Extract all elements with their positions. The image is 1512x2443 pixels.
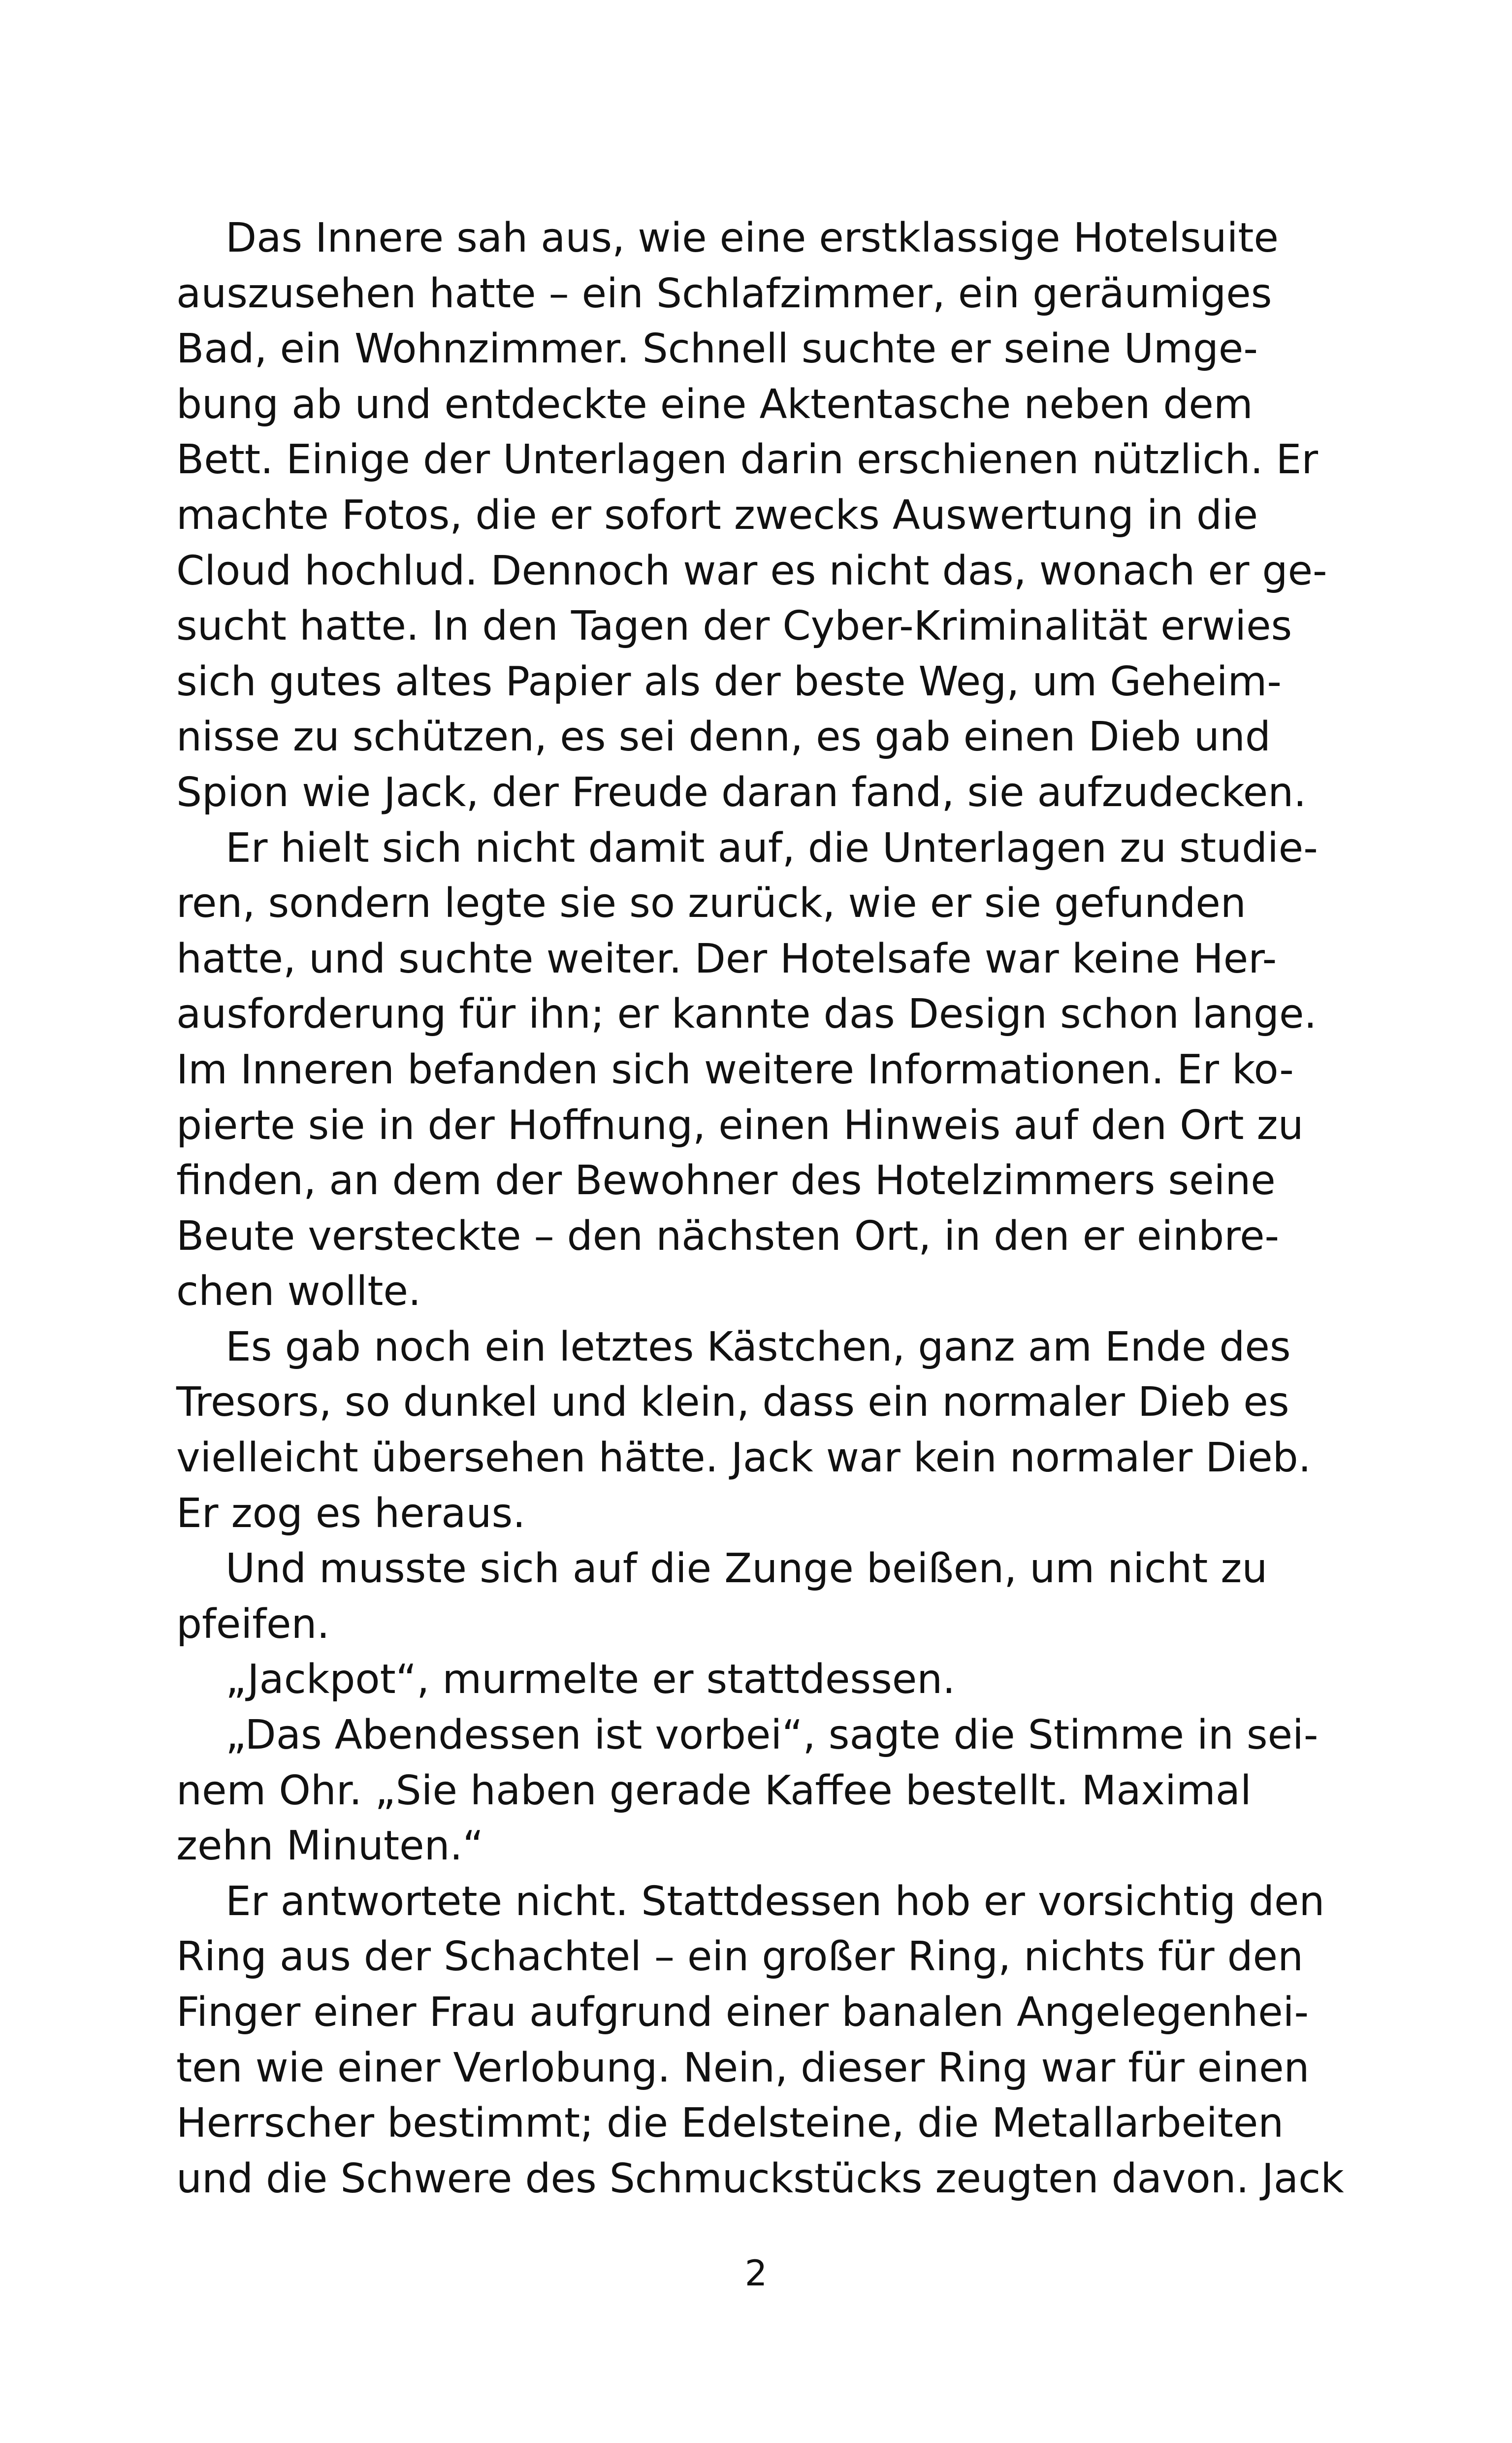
text-line: ren, sondern legte sie so zurück, wie er sie gefunden [176,880,1246,927]
text-line: Im Inneren befanden sich weitere Informationen. Er ko- [176,1046,1294,1093]
text-line: pfeifen. [176,1600,330,1648]
text-line: machte Fotos, die er sofort zwecks Auswertung in die [176,491,1258,539]
text-line: bung ab und entdeckte eine Aktentasche neben dem [176,381,1253,428]
text-line: vielleicht übersehen hätte. Jack war kein normaler Dieb. [176,1434,1311,1482]
body-text [176,211,1344,2207]
text-line: Ring aus der Schachtel – ein großer Ring, nichts für den [176,1933,1304,1981]
text-line: sich gutes altes Papier als der beste Weg, um Geheim- [176,658,1282,705]
text-line: Bett. Einige der Unterlagen darin erschienen nützlich. Er [176,436,1319,484]
text-line: nisse zu schützen, es sei denn, es gab einen Dieb und [176,714,1271,761]
page-number: 2 [744,2252,768,2294]
text-line: Cloud hochlud. Dennoch war es nicht das, wonach er ge- [176,547,1327,594]
text-line: Und musste sich auf die Zunge beißen, um nicht zu [225,1545,1268,1593]
text-line: Es gab noch ein letztes Kästchen, ganz am Ende des [225,1323,1291,1370]
text-line: nem Ohr. „Sie haben gerade Kaffee bestellt. Maximal [176,1767,1252,1814]
text-line: Das Innere sah aus, wie eine erstklassige Hotelsuite [225,215,1279,261]
text-line: ten wie einer Verlobung. Nein, dieser Ring war für einen [176,2044,1310,2091]
text-line: auszusehen hatte – ein Schlafzimmer, ein geräumiges [176,270,1272,317]
text-line: Herrscher bestimmt; die Edelsteine, die Metallarbeiten [176,2100,1284,2147]
text-line: zehn Minuten.“ [176,1823,484,1870]
text-line: Tresors, so dunkel und klein, dass ein normaler Dieb es [176,1379,1289,1426]
text-line: pierte sie in der Hoffnung, einen Hinweis auf den Ort zu [176,1102,1304,1149]
text-line: Finger einer Frau aufgrund einer banalen Angelegenhei- [176,1989,1309,2036]
text-line: „Das Abendessen ist vorbei“, sagte die Stimme in sei- [225,1712,1319,1759]
text-line: „Jackpot“, murmelte er stattdessen. [225,1656,956,1703]
text-line: und die Schwere des Schmuckstücks zeugten davon. Jack [176,2155,1344,2202]
text-line: chen wollte. [176,1268,421,1315]
text-line: Er zog es heraus. [176,1490,526,1537]
text-line: Spion wie Jack, der Freude daran fand, sie aufzudecken. [176,769,1307,816]
text-line: hatte, und suchte weiter. Der Hotelsafe war keine Her- [176,935,1277,982]
text-line: Bad, ein Wohnzimmer. Schnell suchte er seine Umge- [176,326,1258,373]
text-line: finden, an dem der Bewohner des Hotelzimmers seine [176,1157,1276,1205]
text-line: sucht hatte. In den Tagen der Cyber-Kriminalität erwies [176,603,1292,650]
text-line: Er antwortete nicht. Stattdessen hob er vorsichtig den [225,1878,1325,1925]
text-line: Er hielt sich nicht damit auf, die Unterlagen zu studie- [225,824,1318,872]
text-line: Beute versteckte – den nächsten Ort, in den er einbre- [176,1212,1280,1260]
text-line: ausforderung für ihn; er kannte das Design schon lange. [176,991,1317,1038]
